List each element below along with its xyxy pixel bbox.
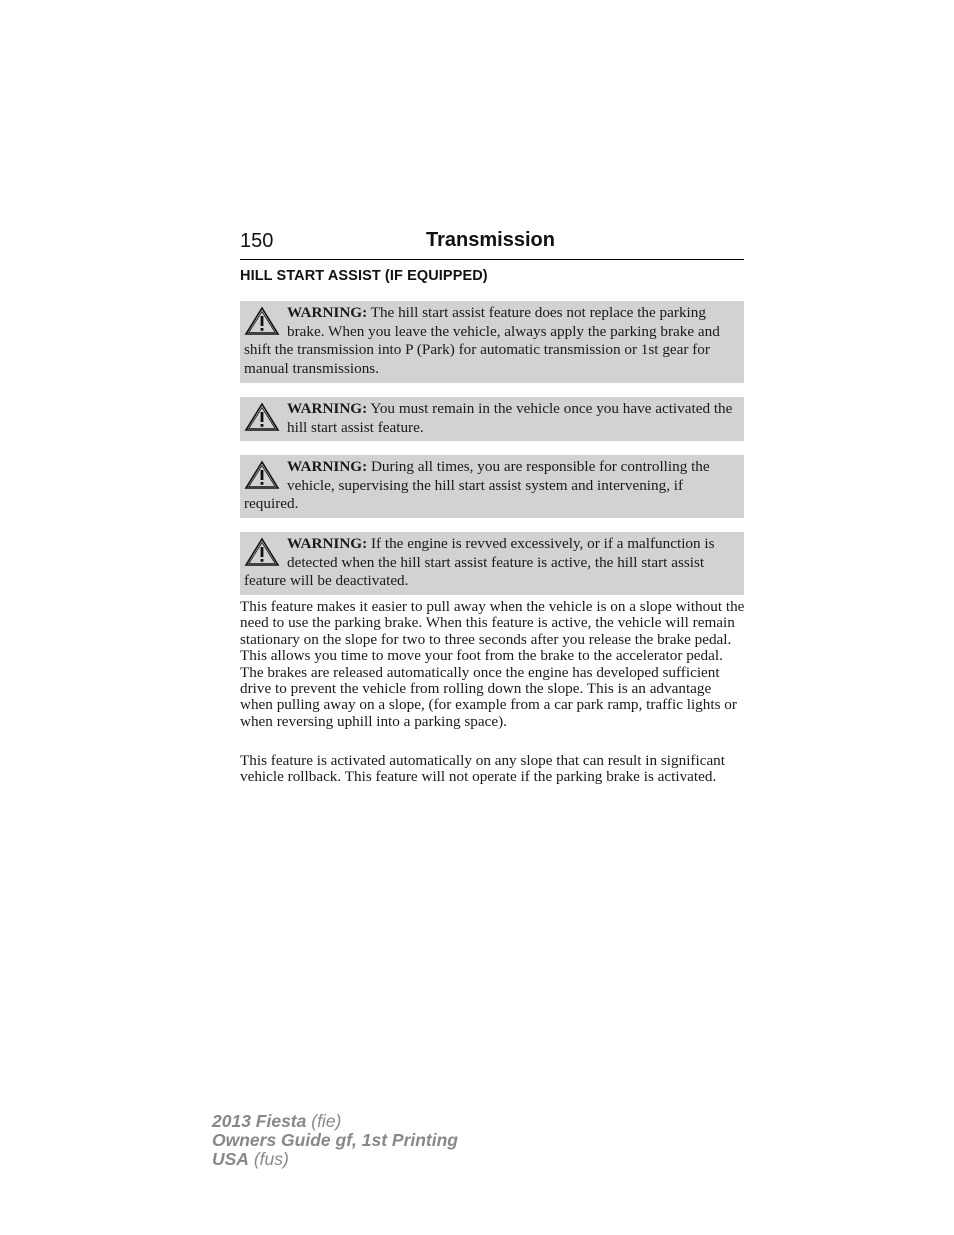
section-heading: HILL START ASSIST (IF EQUIPPED)	[240, 268, 488, 284]
warning-triangle-icon	[244, 402, 280, 432]
footer-market: USA	[212, 1149, 249, 1169]
warning-text: You must remain in the vehicle once you have activated the hill start assist feature.	[287, 400, 733, 436]
warning-triangle-icon	[244, 306, 280, 336]
footer-line-2	[212, 1131, 458, 1150]
warning-box-1	[240, 301, 744, 383]
warning-triangle-icon	[244, 537, 280, 567]
warning-text: During all times, you are responsible for controlling the vehicle, supervising the hill start assist system and intervening, if required.	[244, 458, 710, 512]
warning-text: The hill start assist feature does not replace the parking brake. When you leave the vehicle, always apply the parking brake and shift the transmission into P (Park) for automatic transmission or 1st gear for manual transmissions.	[244, 304, 720, 377]
page-title: Transmission	[426, 229, 555, 251]
warning-label: WARNING:	[287, 458, 368, 475]
warning-box-3	[240, 455, 744, 518]
warning-box-4	[240, 532, 744, 595]
body-paragraph-1: This feature makes it easier to pull away when the vehicle is on a slope without the need to use the parking brake. When this feature is active, the vehicle will remain stationary on the slope for two to three seconds after you release the brake pedal. This allows you time to move your foot from the brake to the accelerator pedal. The brakes are released automatically once the engine has developed sufficient drive to prevent the vehicle from rolling down the slope. This is an advantage when pulling away on a slope, (for example from a car park ramp, traffic lights or when reversing uphill into a parking space).	[240, 598, 745, 730]
document-footer	[212, 1112, 458, 1169]
warning-label: WARNING:	[287, 400, 368, 417]
page-header	[240, 228, 744, 260]
footer-guide: Owners Guide gf, 1st Printing	[212, 1130, 458, 1150]
footer-model: 2013 Fiesta	[212, 1111, 307, 1131]
warning-label: WARNING:	[287, 304, 368, 321]
warning-text: If the engine is revved excessively, or if a malfunction is detected when the hill start assist feature is active, the hill start assist feature will be deactivated.	[244, 535, 715, 589]
footer-model-code: (fie)	[306, 1111, 342, 1131]
footer-line-1	[212, 1112, 458, 1131]
warning-label: WARNING:	[287, 535, 368, 552]
warning-triangle-icon	[244, 460, 280, 490]
footer-line-3	[212, 1150, 458, 1169]
footer-market-code: (fus)	[248, 1149, 289, 1169]
page-number: 150	[240, 230, 274, 252]
body-paragraph-2: This feature is activated automatically on any slope that can result in significant vehicle rollback. This feature will not operate if the parking brake is activated.	[240, 752, 725, 786]
warning-box-2	[240, 397, 744, 441]
